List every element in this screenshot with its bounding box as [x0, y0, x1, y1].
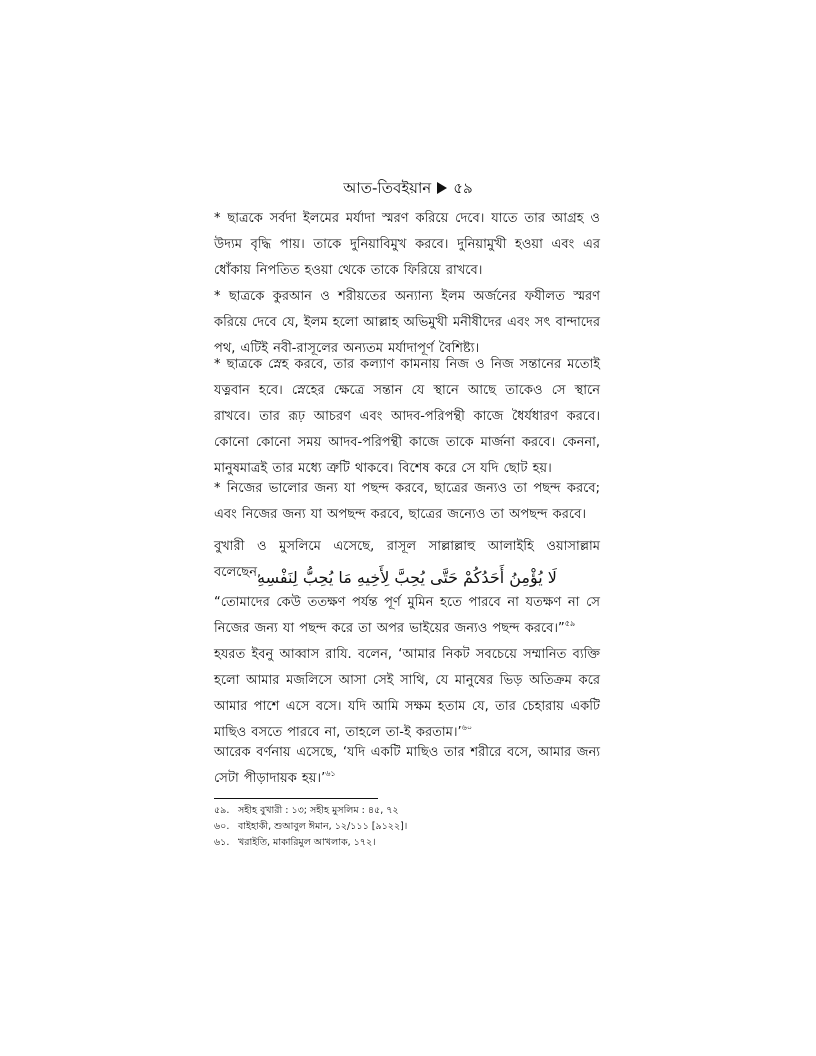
page-number: ৫৯ — [453, 179, 473, 197]
paragraph-dignity-of-knowledge: * ছাত্রকে সর্বদা ইলমের মর্যাদা স্মরণ করিয়ে দেবে। যাতে তার আগ্রহ ও উদ্যম বৃদ্ধি পায়। তাকে দুনিয়াবিমুখ করবে। দুনিয়ামুখী হওয়া এবং এর ধোঁকায় নিপতিত হওয়া থেকে তাকে ফিরিয়ে রাখবে। — [214, 211, 600, 278]
footnote-number: ৬০. — [214, 821, 230, 832]
paragraph-like-for-student: * নিজের ভালোর জন্য যা পছন্দ করবে, ছাত্রের জন্যও তা পছন্দ করবে; এবং নিজের জন্য যা অপছন্দ করবে, ছাত্রের জন্যেও তা অপছন্দ করবে। — [214, 481, 600, 522]
paragraph-other-narration — [214, 740, 600, 792]
footnote-ref-61: ৬১ — [325, 769, 336, 778]
running-header — [0, 178, 816, 198]
footnote-text: সহীহ বুখারী : ১৩; সহীহ মুসলিম : ৪৫, ৭২ — [238, 805, 399, 816]
play-arrow-icon — [437, 182, 447, 194]
footnote-60 — [214, 820, 600, 833]
footnote-number: ৬১. — [214, 837, 230, 848]
hadith-translation — [214, 590, 600, 642]
arabic-hadith: لَا يُؤْمِنُ أَحَدُكُمْ حَتَّى يُحِبَّ لِأَخِيهِ مَا يُحِبُّ لِنَفْسِهِ — [257, 568, 557, 587]
other-narration-text: আরেক বর্ণনায় এসেছে, ‘যদি একটি মাছিও তার শরীরে বসে, আমার জন্য সেটা পীড়াদায়ক হয়।’ — [214, 745, 600, 786]
paragraph-affection-for-student: * ছাত্রকে স্নেহ করবে, তার কল্যাণ কামনায় নিজ ও নিজ সন্তানের মতোই যত্নবান হবে। স্নেহের ক্ষেত্রে সন্তান যে স্থানে আছে তাকেও সে স্থানে রাখবে। তার রূঢ় আচরণ এবং আদব-পরিপন্থী কাজে ধৈর্যধারণ করবে। কোনো কোনো সময় আদব-পরিপন্থী কাজে তাকে মার্জনা করবে। কেননা, মানুষমাত্রই তার মধ্যে ত্রুটি থাকবে। বিশেষ করে সে যদি ছোট হয়। — [214, 357, 600, 476]
footnote-59 — [214, 804, 600, 817]
paragraph-ibn-abbas — [214, 642, 600, 746]
footnote-divider — [214, 798, 378, 799]
book-title: আত-তিবইয়ান — [343, 179, 432, 197]
footnote-number: ৫৯. — [214, 805, 230, 816]
paragraph-hadith-intro: বুখারী ও মুসলিমে এসেছে, রাসূল সাল্লাল্লাহু আলাইহি ওয়াসাল্লাম বলেছেন, — [214, 539, 600, 580]
footnote-61 — [214, 836, 600, 849]
paragraph-virtue-of-quran: * ছাত্রকে কুরআন ও শরীয়তের অন্যান্য ইলম অর্জনের ফযীলত স্মরণ করিয়ে দেবে যে, ইলম হলো আল্লাহ অভিমুখী মনীষীদের এবং সৎ বান্দাদের পথ, এটিই নবী-রাসূলের অন্যতম মর্যাদাপূর্ণ বৈশিষ্ট্য। — [214, 289, 600, 356]
footnote-text: খরাইতি, মাকারিমুল আখলাক, ১৭২। — [238, 837, 376, 848]
footnote-text: বাইহাকী, শুআবুল ঈমান, ১২/১১১ [৯১২২]। — [238, 821, 408, 832]
footnote-ref-59: ৫৯ — [564, 619, 576, 628]
translation-text: “তোমাদের কেউ ততক্ষণ পর্যন্ত পূর্ণ মুমিন হতে পারবে না যতক্ষণ না সে নিজের জন্য যা পছন্দ করে তা অপর ভাইয়ের জন্যও পছন্দ করবে।” — [214, 595, 600, 636]
footnote-ref-60: ৬০ — [461, 723, 473, 732]
ibn-abbas-text: হযরত ইবনু আব্বাস রাযি. বলেন, ‘আমার নিকট সবচেয়ে সম্মানিত ব্যক্তি হলো আমার মজলিসে আসা সেই সাথি, যে মানুষের ভিড় অতিক্রম করে আমার পাশে এসে বসে। যদি আমি সক্ষম হতাম যে, তার চেহারায় একটি মাছিও বসতে পারবে না, তাহলে তা-ই করতাম।’ — [214, 647, 600, 740]
